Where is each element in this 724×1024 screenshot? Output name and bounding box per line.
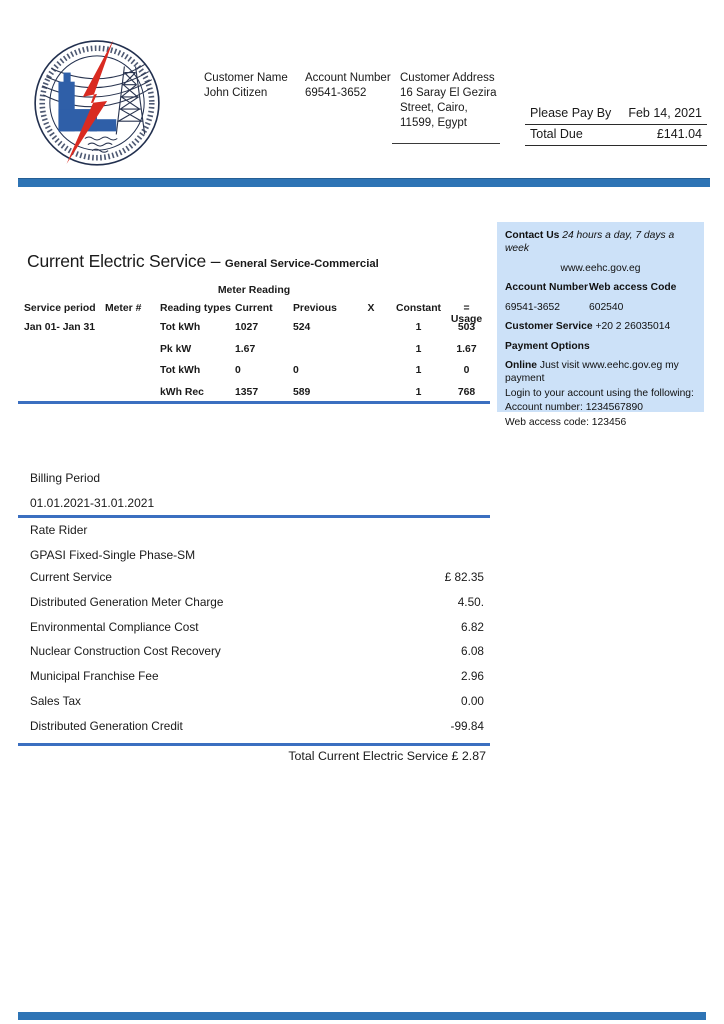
customer-name-label: Customer Name	[204, 72, 288, 84]
account-labels-row	[505, 281, 696, 294]
online-payment-line	[505, 359, 696, 385]
web-access-code-label: Web access Code	[589, 282, 677, 293]
bottom-divider-bar	[18, 1012, 706, 1020]
sidebar-account-number-label: Account Number	[505, 282, 588, 293]
service-title-text: Current Electric Service	[27, 251, 207, 271]
table-cell: 1.67	[235, 343, 256, 355]
total-label: Total Current Electric Service	[288, 749, 449, 763]
login-account-number: Account number: 1234567890	[505, 402, 643, 414]
table-cell: 1027	[235, 322, 259, 333]
contact-sidebar	[497, 222, 704, 428]
charges-list	[30, 570, 484, 744]
pay-by-row	[525, 104, 707, 125]
charge-label: Sales Tax	[30, 693, 81, 708]
charge-label: Distributed Generation Meter Charge	[30, 594, 224, 609]
payment-due-box	[525, 104, 707, 146]
table-cell: 0	[293, 365, 299, 376]
account-values-row	[505, 301, 696, 314]
section-title	[27, 251, 379, 272]
meter-table-underline	[18, 401, 490, 404]
rate-rider-label: Rate Rider	[30, 523, 88, 537]
table-cell	[105, 322, 160, 344]
charge-amount: 4.50.	[457, 594, 484, 609]
table-cell	[105, 365, 160, 387]
table-cell	[24, 387, 105, 409]
customer-service-label: Customer Service	[505, 321, 593, 332]
total-divider	[18, 743, 490, 746]
total-due-label: Total Due	[530, 127, 583, 141]
charge-label: Distributed Generation Credit	[30, 718, 183, 733]
table-cell: 503	[457, 322, 476, 333]
account-number-label: Account Number	[305, 72, 391, 84]
pay-by-date: Feb 14, 2021	[628, 106, 702, 120]
column-header: Constant	[395, 303, 442, 314]
contact-us-label: Contact Us	[505, 230, 560, 241]
charge-label: Municipal Franchise Fee	[30, 669, 159, 684]
table-cell	[293, 344, 352, 366]
table-cell: 1.67	[456, 343, 477, 355]
customer-address-label: Customer Address	[400, 72, 495, 84]
charge-label: Environmental Compliance Cost	[30, 619, 199, 634]
eehc-logo	[26, 38, 168, 170]
table-cell: kWh Rec	[160, 386, 204, 398]
service-subtitle: General Service-Commercial	[224, 258, 379, 270]
table-cell: 1	[415, 365, 422, 376]
column-header: Current	[235, 303, 273, 314]
table-cell: 1	[415, 322, 422, 333]
rate-plan: GPASI Fixed-Single Phase-SM	[30, 548, 196, 562]
table-cell: 524	[293, 322, 311, 333]
meter-reading-caption: Meter Reading	[217, 284, 291, 296]
charge-row	[30, 644, 484, 669]
column-header: Service period	[24, 303, 96, 314]
table-cell	[352, 387, 390, 409]
charge-row	[30, 570, 484, 595]
table-cell	[24, 344, 105, 366]
charge-amount: 6.82	[461, 619, 484, 634]
pay-by-label: Please Pay By	[530, 106, 612, 120]
table-cell	[352, 322, 390, 344]
table-cell	[352, 365, 390, 387]
charge-amount: 0.00	[461, 693, 484, 708]
charge-amount: -99.84	[450, 718, 484, 733]
column-header: Reading types	[160, 303, 232, 314]
charge-row	[30, 620, 484, 645]
table-cell: 1	[415, 343, 422, 355]
customer-address-line: 11599, Egypt	[400, 117, 467, 129]
charge-row	[30, 669, 484, 694]
top-divider-bar	[18, 178, 710, 187]
table-cell	[352, 344, 390, 366]
table-cell	[105, 344, 160, 366]
account-number-value: 69541-3652	[305, 87, 367, 99]
table-cell: 1357	[235, 386, 259, 398]
charge-amount: 2.96	[461, 669, 484, 684]
billing-period-label: Billing Period	[30, 471, 101, 485]
customer-address-line: 16 Saray El Gezira	[400, 87, 497, 99]
table-cell: 1	[415, 386, 422, 398]
meter-reading-table	[24, 303, 486, 408]
online-label: Online	[505, 360, 538, 371]
billing-divider	[18, 515, 490, 518]
charge-label: Nuclear Construction Cost Recovery	[30, 644, 221, 659]
customer-service-line	[505, 320, 696, 333]
total-line	[18, 749, 486, 763]
website-link: www.eehc.gov.eg	[560, 262, 641, 274]
login-instructions: Login to your account using the following:	[505, 387, 694, 399]
sidebar-account-number-value: 69541-3652	[505, 301, 560, 313]
contact-hours: 24 hours a day, 7 days a week	[505, 230, 675, 254]
login-web-access-code: Web access code: 123456	[505, 416, 627, 428]
charge-amount: 6.08	[461, 644, 484, 659]
utility-logo-icon	[26, 38, 168, 170]
billing-period-value: 01.01.2021-31.01.2021	[30, 496, 155, 510]
contact-us-line	[505, 229, 696, 255]
customer-service-phone: +20 2 26035014	[595, 321, 671, 332]
charge-amount: £ 82.35	[444, 570, 484, 584]
online-text: Just visit www.eehc.gov.eg my payment	[505, 360, 679, 384]
table-cell: Jan 01- Jan 31	[24, 322, 96, 333]
table-cell: Tot kWh	[160, 365, 201, 376]
table-cell: 0	[463, 365, 470, 376]
customer-address-line: Street, Cairo,	[400, 102, 468, 114]
charge-row	[30, 719, 484, 744]
address-underline	[392, 143, 500, 144]
payment-options-label: Payment Options	[505, 340, 590, 352]
total-due-row	[525, 125, 707, 146]
table-cell	[105, 387, 160, 409]
table-cell: 589	[293, 386, 311, 398]
total-due-amount: £141.04	[656, 127, 702, 141]
table-cell: 768	[457, 386, 476, 398]
title-separator: –	[210, 251, 221, 271]
charge-label: Current Service	[30, 570, 112, 584]
web-access-code-value: 602540	[589, 301, 624, 313]
customer-info	[204, 71, 510, 131]
customer-name-value: John Citizen	[204, 87, 268, 99]
total-amount: £ 2.87	[451, 749, 486, 763]
table-cell: Pk kW	[160, 343, 192, 355]
table-cell	[24, 365, 105, 387]
charge-row	[30, 595, 484, 620]
table-cell: Tot kWh	[160, 322, 201, 333]
column-header: Previous	[293, 303, 337, 314]
table-cell: 0	[235, 365, 241, 376]
column-header: Meter #	[105, 303, 142, 314]
charge-row	[30, 694, 484, 719]
column-header: = Usage	[450, 303, 483, 325]
column-header: X	[367, 303, 375, 314]
